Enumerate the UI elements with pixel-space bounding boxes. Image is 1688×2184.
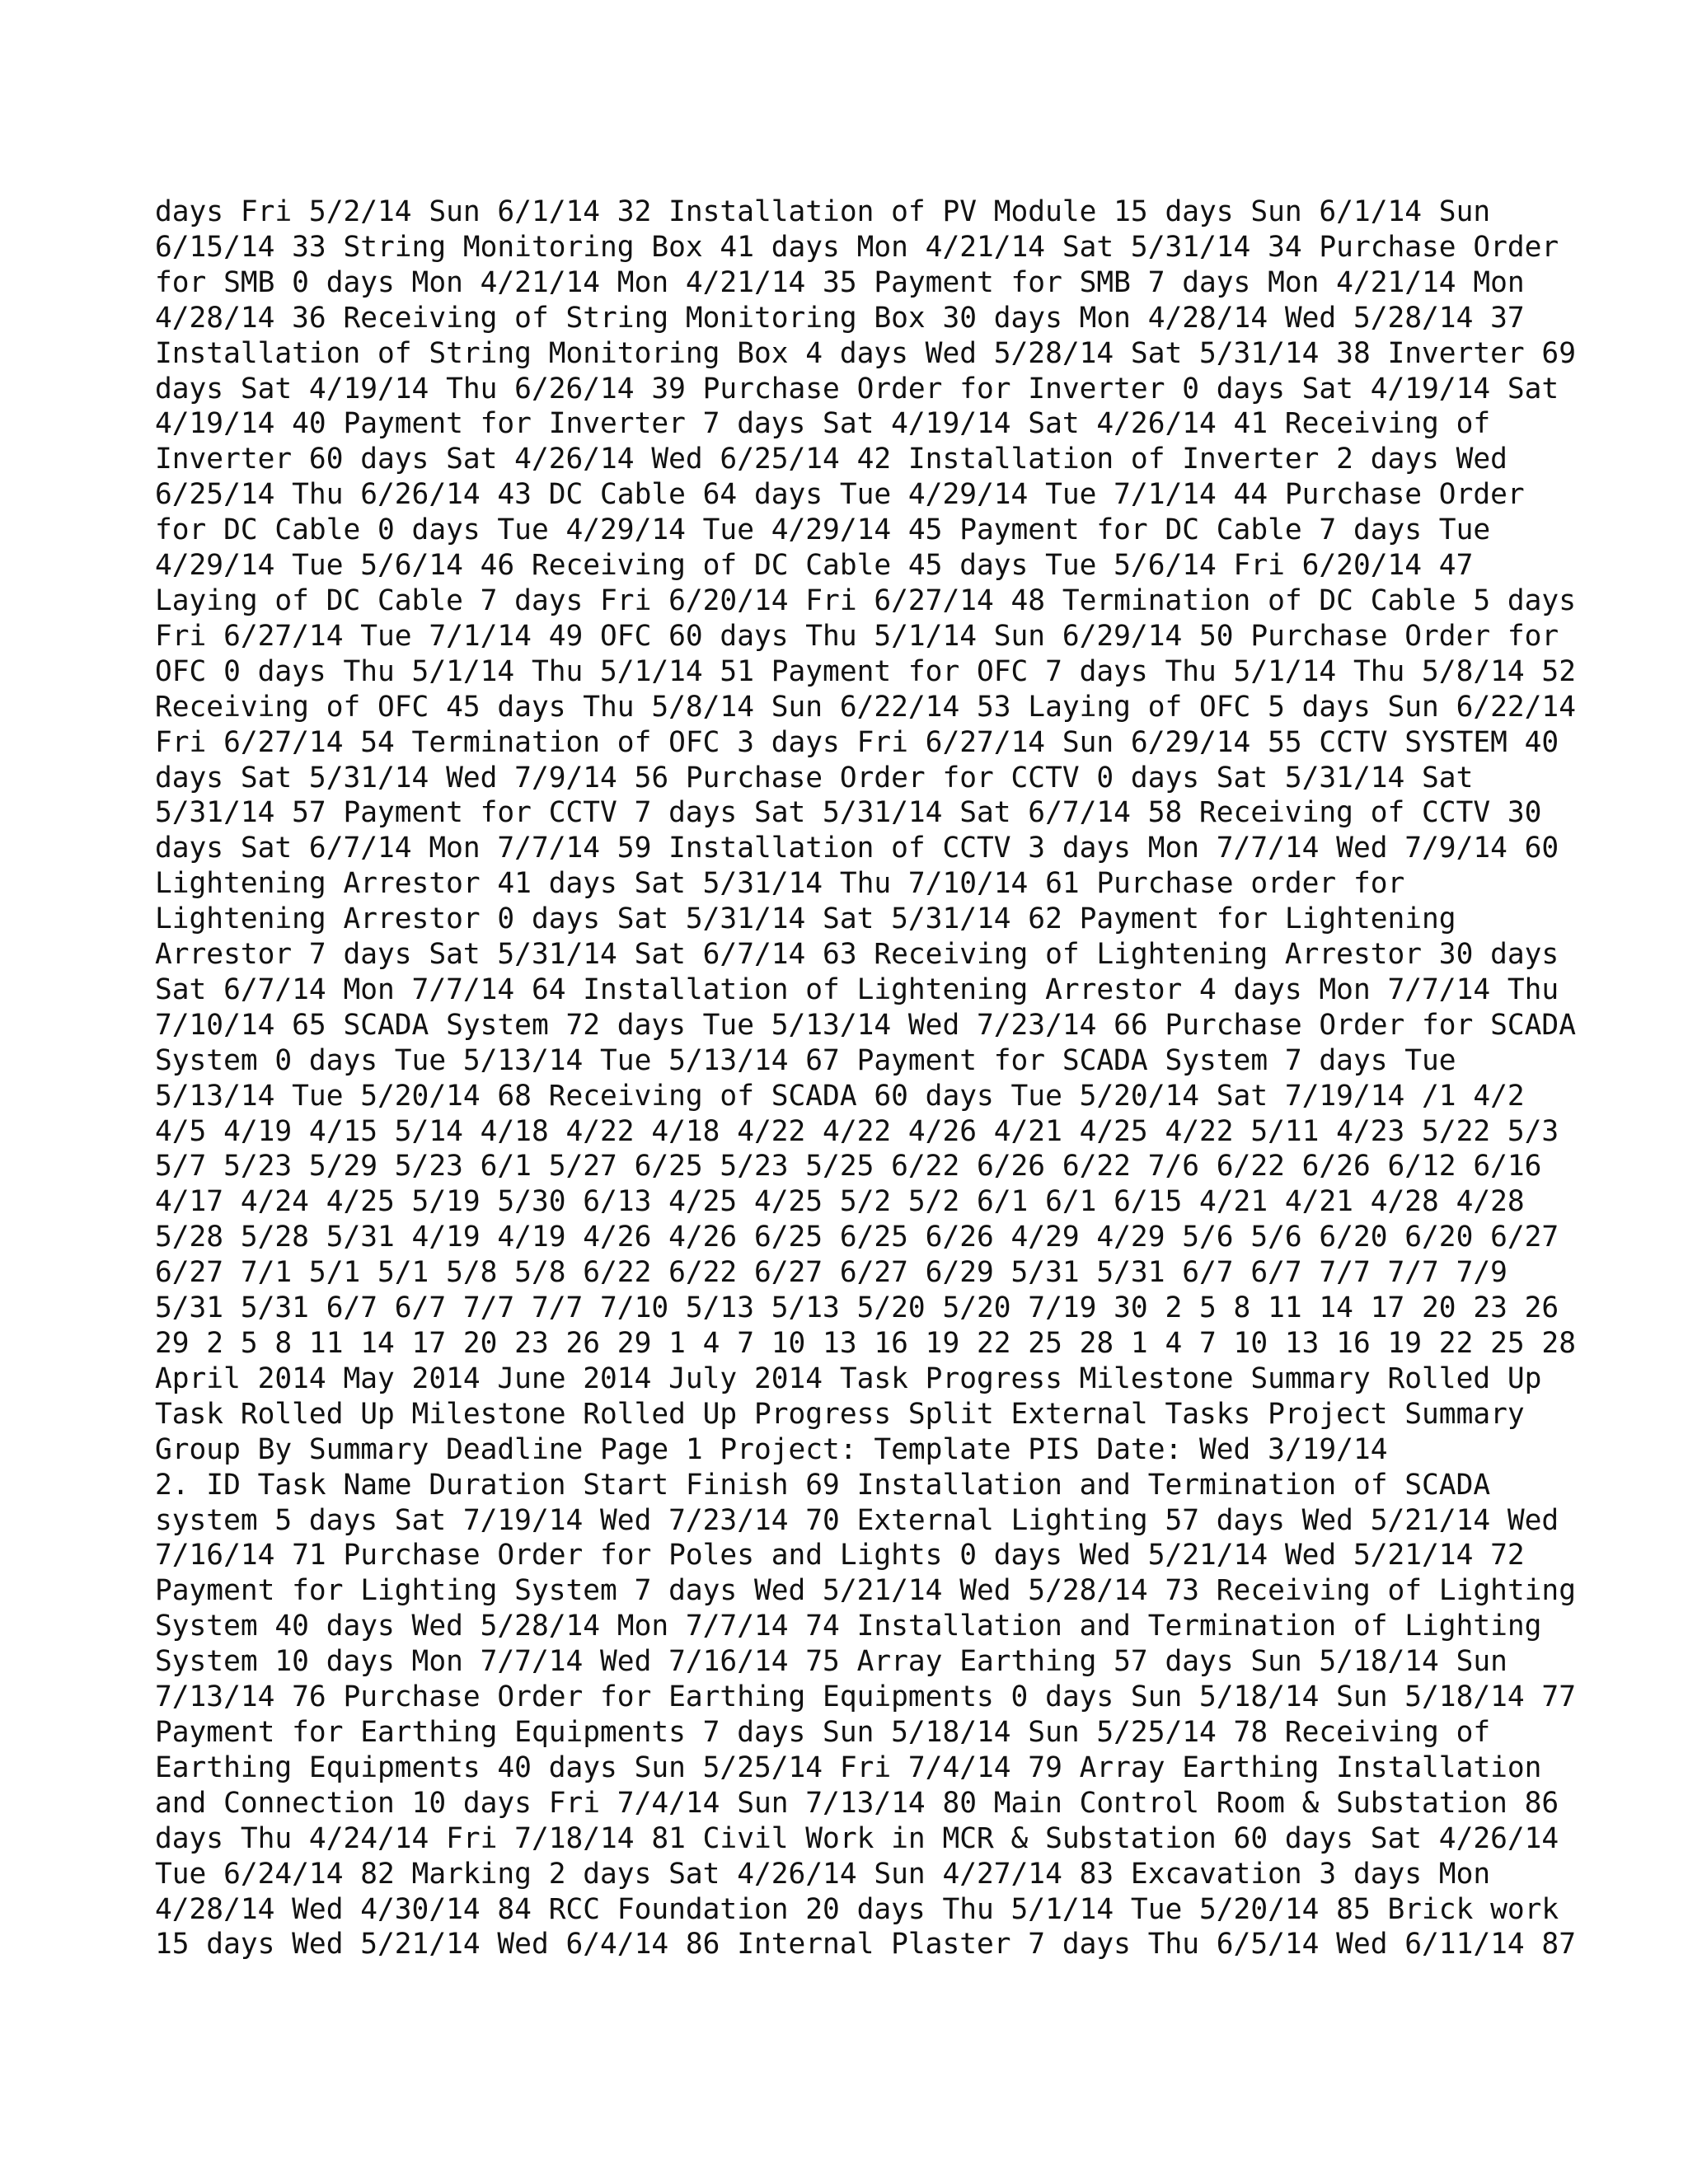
text-line: System 10 days Mon 7/7/14 Wed 7/16/14 75 Array Earthing 57 days Sun 5/18/14 Sun <box>155 1645 1507 1679</box>
text-line: Installation of String Monitoring Box 4 days Wed 5/28/14 Sat 5/31/14 38 Inverter 69 <box>155 336 1576 370</box>
text-line: 5/31 5/31 6/7 6/7 7/7 7/7 7/10 5/13 5/13 5/20 5/20 7/19 30 2 5 8 11 14 17 20 23 26 <box>155 1291 1559 1325</box>
text-line: Group By Summary Deadline Page 1 Project: Template PIS Date: Wed 3/19/14 <box>155 1432 1388 1466</box>
text-line: 29 2 5 8 11 14 17 20 23 26 29 1 4 7 10 13 16 19 22 25 28 1 4 7 10 13 16 19 22 25 28 <box>155 1327 1576 1360</box>
text-line: 7/10/14 65 SCADA System 72 days Tue 5/13/14 Wed 7/23/14 66 Purchase Order for SCADA <box>155 1008 1576 1042</box>
text-line: OFC 0 days Thu 5/1/14 Thu 5/1/14 51 Payment for OFC 7 days Thu 5/1/14 Thu 5/8/14 52 <box>155 654 1576 688</box>
text-line: 4/19/14 40 Payment for Inverter 7 days Sat 4/19/14 Sat 4/26/14 41 Receiving of <box>155 407 1491 441</box>
text-line: April 2014 May 2014 June 2014 July 2014 Task Progress Milestone Summary Rolled Up <box>155 1361 1542 1395</box>
text-line: 6/15/14 33 String Monitoring Box 41 days Mon 4/21/14 Sat 5/31/14 34 Purchase Order <box>155 230 1559 264</box>
text-line: for DC Cable 0 days Tue 4/29/14 Tue 4/29/14 45 Payment for DC Cable 7 days Tue <box>155 513 1491 547</box>
text-line: Lightening Arrestor 0 days Sat 5/31/14 Sat 5/31/14 62 Payment for Lightening <box>155 902 1456 936</box>
text-line: 4/17 4/24 4/25 5/19 5/30 6/13 4/25 4/25 5/2 5/2 6/1 6/1 6/15 4/21 4/21 4/28 4/28 <box>155 1185 1525 1219</box>
text-line: Payment for Lighting System 7 days Wed 5/21/14 Wed 5/28/14 73 Receiving of Lighting <box>155 1574 1576 1608</box>
text-line: Payment for Earthing Equipments 7 days Sun 5/18/14 Sun 5/25/14 78 Receiving of <box>155 1715 1491 1749</box>
text-line: Receiving of OFC 45 days Thu 5/8/14 Sun 6/22/14 53 Laying of OFC 5 days Sun 6/22/14 <box>155 690 1576 724</box>
text-line: Laying of DC Cable 7 days Fri 6/20/14 Fri 6/27/14 48 Termination of DC Cable 5 days <box>155 583 1576 617</box>
text-line: System 0 days Tue 5/13/14 Tue 5/13/14 67 Payment for SCADA System 7 days Tue <box>155 1043 1456 1077</box>
text-line: 6/27 7/1 5/1 5/1 5/8 5/8 6/22 6/22 6/27 6/27 6/29 5/31 5/31 6/7 6/7 7/7 7/7 7/9 <box>155 1256 1507 1290</box>
text-line: 4/5 4/19 4/15 5/14 4/18 4/22 4/18 4/22 4/22 4/26 4/21 4/25 4/22 5/11 4/23 5/22 5/3 <box>155 1114 1559 1148</box>
text-line: 4/28/14 36 Receiving of String Monitoring Box 30 days Mon 4/28/14 Wed 5/28/14 37 <box>155 301 1525 335</box>
text-line: Inverter 60 days Sat 4/26/14 Wed 6/25/14 42 Installation of Inverter 2 days Wed <box>155 443 1507 476</box>
text-line: days Sat 5/31/14 Wed 7/9/14 56 Purchase Order for CCTV 0 days Sat 5/31/14 Sat <box>155 761 1474 794</box>
text-line: 4/28/14 Wed 4/30/14 84 RCC Foundation 20 days Thu 5/1/14 Tue 5/20/14 85 Brick work <box>155 1892 1559 1926</box>
text-line: 5/28 5/28 5/31 4/19 4/19 4/26 4/26 6/25 6/25 6/26 4/29 4/29 5/6 5/6 6/20 6/20 6/27 <box>155 1221 1559 1254</box>
text-line: system 5 days Sat 7/19/14 Wed 7/23/14 70 External Lighting 57 days Wed 5/21/14 Wed <box>155 1503 1559 1537</box>
text-line: 5/13/14 Tue 5/20/14 68 Receiving of SCADA 60 days Tue 5/20/14 Sat 7/19/14 /1 4/2 <box>155 1079 1525 1113</box>
text-line: Arrestor 7 days Sat 5/31/14 Sat 6/7/14 63 Receiving of Lightening Arrestor 30 days <box>155 938 1559 972</box>
text-line: Fri 6/27/14 54 Termination of OFC 3 days Fri 6/27/14 Sun 6/29/14 55 CCTV SYSTEM 40 <box>155 725 1559 759</box>
text-line: for SMB 0 days Mon 4/21/14 Mon 4/21/14 35 Payment for SMB 7 days Mon 4/21/14 Mon <box>155 265 1525 299</box>
text-line: Tue 6/24/14 82 Marking 2 days Sat 4/26/14 Sun 4/27/14 83 Excavation 3 days Mon <box>155 1857 1491 1891</box>
text-line: 6/25/14 Thu 6/26/14 43 DC Cable 64 days Tue 4/29/14 Tue 7/1/14 44 Purchase Order <box>155 478 1525 512</box>
text-line: Sat 6/7/14 Mon 7/7/14 64 Installation of Lightening Arrestor 4 days Mon 7/7/14 Thu <box>155 972 1559 1006</box>
text-line: Lightening Arrestor 41 days Sat 5/31/14 Thu 7/10/14 61 Purchase order for <box>155 867 1405 901</box>
text-line: Task Rolled Up Milestone Rolled Up Progress Split External Tasks Project Summary <box>155 1397 1525 1431</box>
text-line: 4/29/14 Tue 5/6/14 46 Receiving of DC Cable 45 days Tue 5/6/14 Fri 6/20/14 47 <box>155 549 1474 583</box>
text-line: days Sat 4/19/14 Thu 6/26/14 39 Purchase Order for Inverter 0 days Sat 4/19/14 Sat <box>155 372 1559 405</box>
text-line: Fri 6/27/14 Tue 7/1/14 49 OFC 60 days Thu 5/1/14 Sun 6/29/14 50 Purchase Order for <box>155 619 1559 653</box>
text-line: 5/7 5/23 5/29 5/23 6/1 5/27 6/25 5/23 5/25 6/22 6/26 6/22 7/6 6/22 6/26 6/12 6/16 <box>155 1150 1542 1183</box>
document-text-block <box>155 194 1576 1962</box>
text-line: days Thu 4/24/14 Fri 7/18/14 81 Civil Work in MCR & Substation 60 days Sat 4/26/14 <box>155 1821 1559 1855</box>
text-line: and Connection 10 days Fri 7/4/14 Sun 7/13/14 80 Main Control Room & Substation 86 <box>155 1786 1559 1820</box>
text-line: 2. ID Task Name Duration Start Finish 69 Installation and Termination of SCADA <box>155 1468 1491 1502</box>
text-line: System 40 days Wed 5/28/14 Mon 7/7/14 74 Installation and Termination of Lighting <box>155 1610 1542 1643</box>
text-line: 7/13/14 76 Purchase Order for Earthing Equipments 0 days Sun 5/18/14 Sun 5/18/14 77 <box>155 1680 1576 1714</box>
text-line: days Sat 6/7/14 Mon 7/7/14 59 Installation of CCTV 3 days Mon 7/7/14 Wed 7/9/14 60 <box>155 832 1559 865</box>
text-line: 5/31/14 57 Payment for CCTV 7 days Sat 5/31/14 Sat 6/7/14 58 Receiving of CCTV 30 <box>155 796 1542 830</box>
text-line: 15 days Wed 5/21/14 Wed 6/4/14 86 Internal Plaster 7 days Thu 6/5/14 Wed 6/11/14 87 <box>155 1928 1576 1961</box>
text-line: 7/16/14 71 Purchase Order for Poles and Lights 0 days Wed 5/21/14 Wed 5/21/14 72 <box>155 1539 1525 1572</box>
text-line: days Fri 5/2/14 Sun 6/1/14 32 Installation of PV Module 15 days Sun 6/1/14 Sun <box>155 195 1491 228</box>
text-line: Earthing Equipments 40 days Sun 5/25/14 Fri 7/4/14 79 Array Earthing Installation <box>155 1750 1542 1784</box>
